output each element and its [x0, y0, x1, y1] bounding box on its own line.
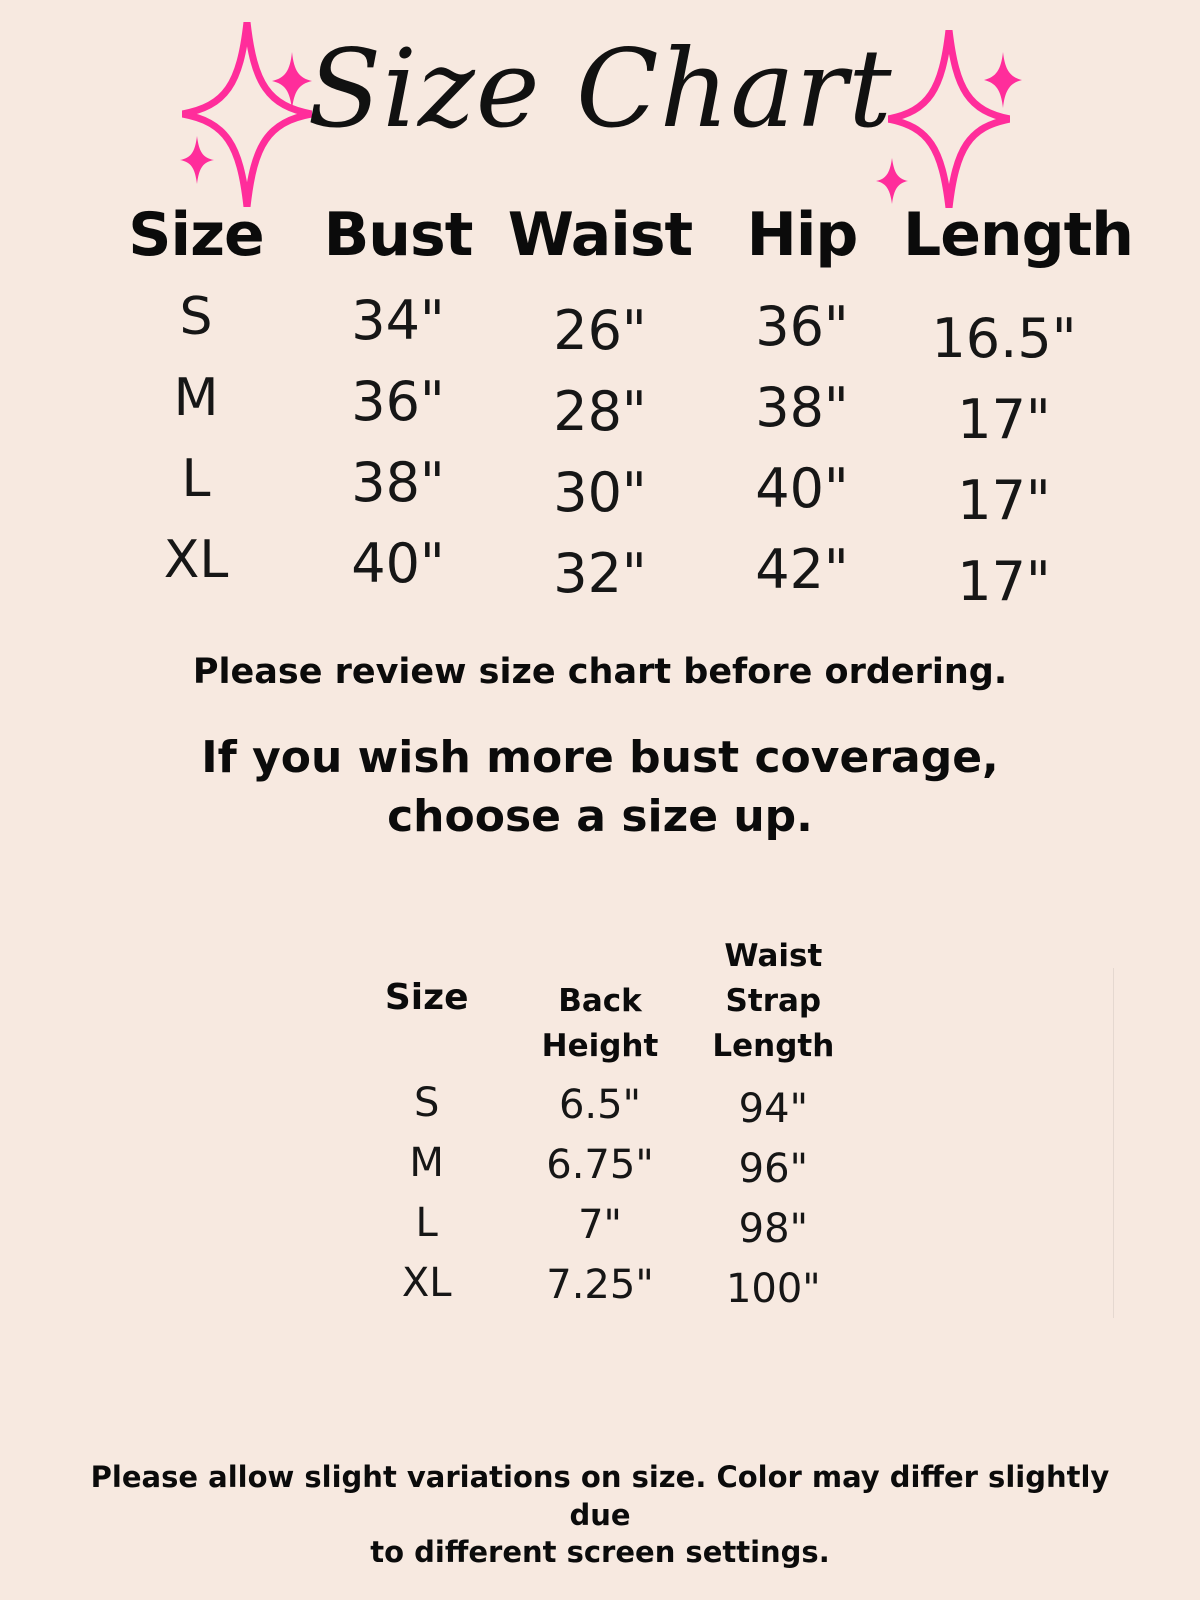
column-header-size: Size: [384, 977, 469, 1019]
table-row: [340, 1075, 860, 1135]
cell-hip: 40": [755, 457, 849, 520]
column-header-back-height-line-1: Back: [558, 982, 642, 1019]
cell-length: 17": [957, 550, 1051, 613]
column-header-length: Length: [903, 200, 1133, 270]
footer-disclaimer: [0, 1459, 1200, 1572]
cell-hip: 38": [755, 376, 849, 439]
cell-hip: 42": [755, 538, 849, 601]
cell-waist-strap-length: 98": [738, 1205, 808, 1252]
cell-size: XL: [163, 529, 229, 590]
cell-length: 16.5": [931, 307, 1077, 370]
strap-size-table: [340, 933, 860, 1315]
column-header-back-height-line-2: Height: [541, 1027, 659, 1064]
cell-waist: 30": [553, 461, 647, 524]
cell-bust: 36": [351, 370, 445, 433]
divider: [1113, 968, 1114, 1318]
sparkle-icon: [180, 136, 214, 184]
column-header-back-height: [513, 933, 686, 1075]
column-header-waist-strap-length-line-2: Length: [712, 1027, 835, 1064]
table-row: [340, 1255, 860, 1315]
page-title: Size Chart: [307, 27, 893, 152]
cell-bust: 40": [351, 532, 445, 595]
cell-size: XL: [401, 1259, 452, 1306]
cell-waist: 32": [553, 542, 647, 605]
column-header-waist-strap-length: [687, 933, 860, 1075]
cell-hip: 36": [755, 295, 849, 358]
cell-waist-strap-length: 94": [738, 1085, 808, 1132]
cell-waist-strap-length: 100": [725, 1265, 821, 1312]
note-bust-coverage: [0, 728, 1200, 847]
secondary-table-area: [0, 933, 1200, 1315]
cell-size: S: [179, 286, 213, 347]
cell-length: 17": [957, 388, 1051, 451]
sparkle-icon: [272, 52, 312, 110]
cell-waist-strap-length: 96": [738, 1145, 808, 1192]
cell-size: L: [181, 448, 211, 509]
column-header-hip: Hip: [746, 200, 858, 270]
table-header-row: [340, 933, 860, 1075]
cell-size: M: [409, 1139, 444, 1186]
note-bust-coverage-line-2: choose a size up.: [387, 791, 813, 843]
cell-waist: 26": [553, 299, 647, 362]
column-header-size: Size: [128, 200, 264, 270]
title-area: [0, 0, 1200, 200]
cell-waist: 28": [553, 380, 647, 443]
cell-length: 17": [957, 469, 1051, 532]
sparkle-icon: [984, 52, 1022, 108]
table-row: [340, 1195, 860, 1255]
cell-back-height: 7": [578, 1201, 622, 1248]
note-bust-coverage-line-1: If you wish more bust coverage,: [201, 732, 999, 783]
note-review-size-chart: Please review size chart before ordering.: [192, 652, 1008, 692]
sparkle-icon: [876, 158, 908, 204]
column-header-waist: Waist: [507, 200, 693, 270]
cell-bust: 38": [351, 451, 445, 514]
footer-line-1: Please allow slight variations on size. Color may differ slightly due: [90, 1459, 1110, 1532]
cell-back-height: 6.75": [546, 1141, 654, 1188]
cell-back-height: 6.5": [558, 1081, 641, 1128]
cell-size: S: [413, 1079, 440, 1126]
table-row: [340, 1135, 860, 1195]
table-row: [95, 284, 1105, 365]
main-size-table: [95, 200, 1133, 613]
footer-line-2: to different screen settings.: [370, 1535, 830, 1570]
cell-size: L: [415, 1199, 438, 1246]
cell-size: M: [173, 367, 219, 428]
table-header-row: [95, 200, 1105, 284]
cell-bust: 34": [351, 289, 445, 352]
column-header-waist-strap-length-line-1: Waist Strap: [724, 937, 823, 1019]
cell-back-height: 7.25": [546, 1261, 654, 1308]
column-header-bust: Bust: [323, 200, 473, 270]
